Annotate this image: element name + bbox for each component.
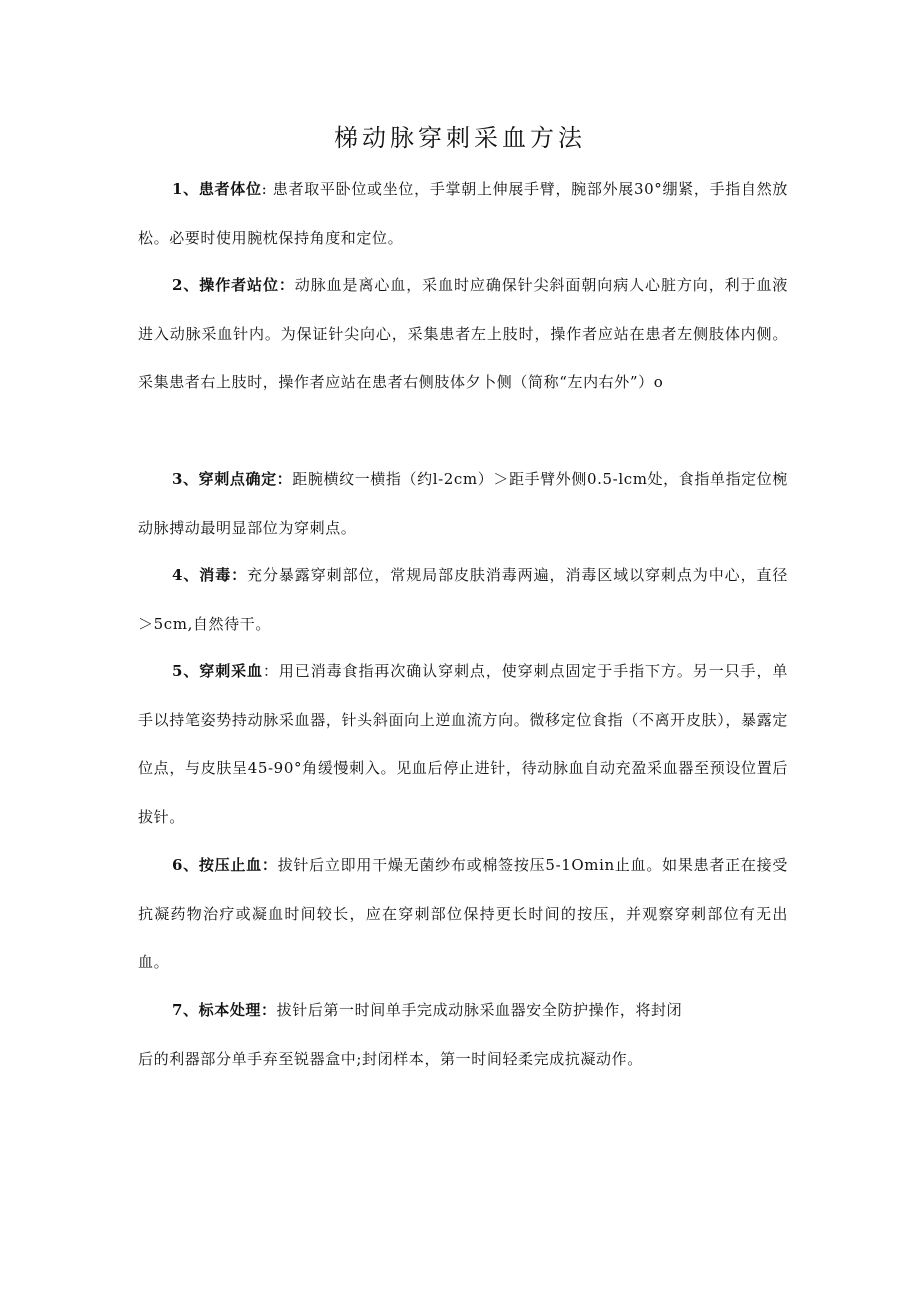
section-label: 3、穿刺点确定： [172, 470, 293, 488]
section-text: 拔针后立即用干燥无菌纱布或棉签按压5-1Omin止血。如果患者正在接受抗凝药物治疗或凝血时间较长，应在穿刺部位保持更长时间的按压，并观察穿刺部位有无出血。 [138, 856, 788, 971]
section-text: 充分暴露穿刺部位，常规局部皮肤消毒两遍，消毒区域以穿刺点为中心，直径＞5cm,自然待干。 [138, 566, 789, 633]
section-specimen-handling-continuation: 后的利器部分单手弃至锐器盒中;封闭样本，第一时间轻柔完成抗凝动作。 [138, 1050, 643, 1068]
section-text: 距腕横纹一横指（约l-2cm）＞距手臂外侧0.5-lcm处，食指单指定位椀动脉搏动最明显部位为穿刺点。 [138, 470, 788, 537]
section-specimen-handling [138, 986, 788, 1035]
section-patient-position [138, 165, 788, 262]
section-text: ：用已消毒食指再次确认穿刺点，使穿刺点固定于手指下方。另一只手，单手以持笔姿势持动脉采血器，针头斜面向上逆血流方向。微移定位食指（不离开皮肤），暴露定位点，与皮肤呈45-90°角缓慢刺入。见血后停止进针，待动脉血自动充盈采血器至预设位置后拔针。 [138, 662, 788, 826]
document-title: 梯动脉穿刺采血方法 [334, 124, 586, 152]
section-hemostasis [138, 841, 788, 987]
section-text: 拔针后第一时间单手完成动脉采血器安全防护操作，将封闭 [276, 1001, 683, 1019]
section-label: 5、穿刺采血 [172, 662, 263, 680]
section-text: : 患者取平卧位或坐位，手掌朝上伸展手臂，腕部外展30°绷紧，手指自然放松。必要时使用腕枕保持角度和定位。 [138, 180, 788, 247]
section-disinfection [138, 551, 788, 648]
section-operator-position [138, 261, 788, 407]
section-label: 1、患者体位 [172, 180, 262, 198]
section-text: 动脉血是离心血，采血时应确保针尖斜面朝向病人心脏方向，利于血液进入动脉采血针内。为保证针尖向心，采集患者左上肢时，操作者应站在患者左侧肢体内侧。采集患者右上肢时，操作者应站在患者右侧肢体夕卜侧（简称“左内右外”）o [138, 276, 788, 391]
section-label: 2、操作者站位： [172, 276, 295, 294]
section-label: 7、标本处理： [172, 1001, 277, 1019]
section-blood-sampling [138, 647, 788, 841]
section-label: 4、消毒： [172, 566, 248, 584]
section-puncture-site [138, 455, 788, 552]
section-label: 6、按压止血： [172, 856, 278, 874]
